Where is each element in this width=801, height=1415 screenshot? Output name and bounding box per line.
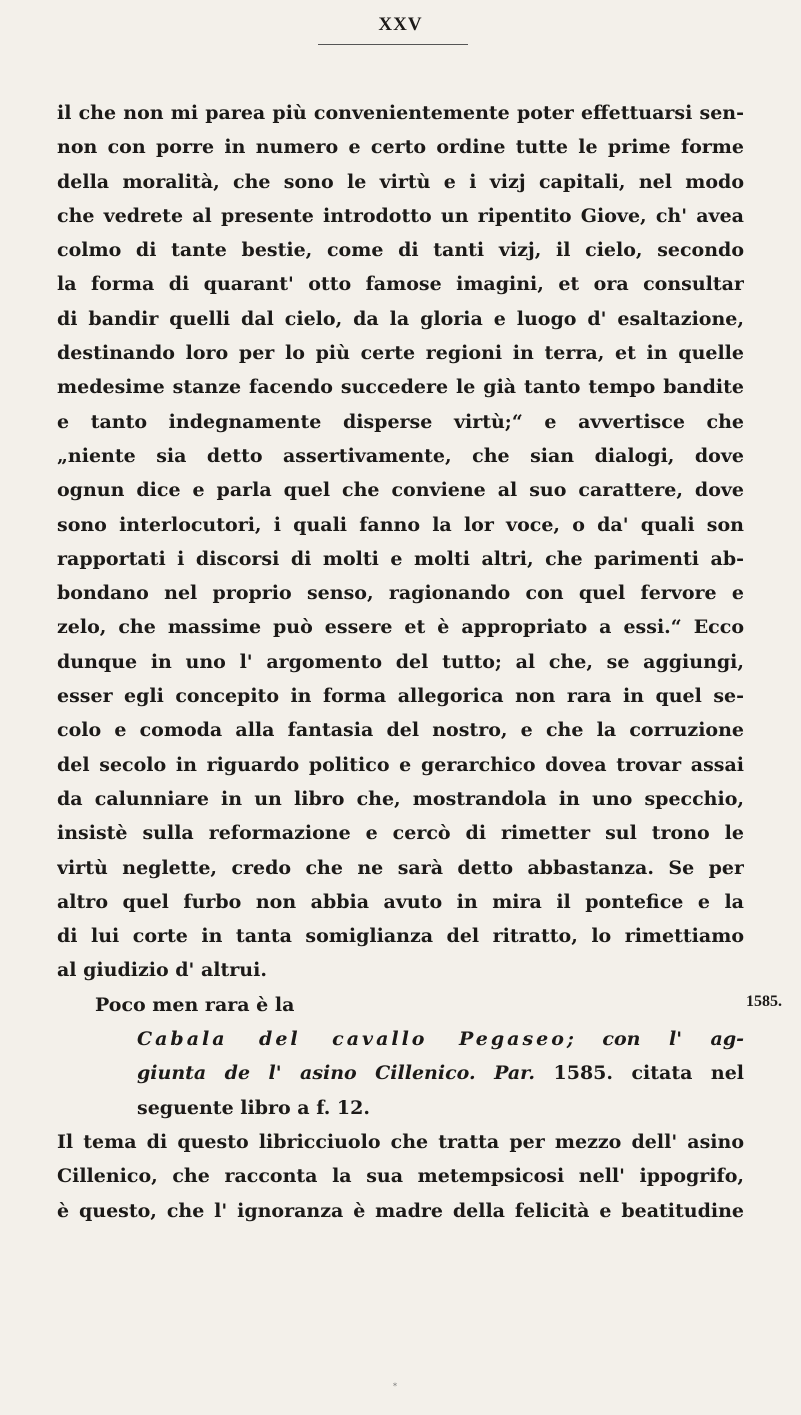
text-line: insistè sulla reformazione e cercò di rimetter sul trono le [57, 822, 744, 845]
text-line: Il tema di questo libricciuolo che tratta per mezzo dell' asino [57, 1130, 744, 1153]
text-line: zelo, che massime può essere et è appropriato a essi.“ Ecco [57, 616, 744, 639]
text-line: non con porre in numero e certo ordine tutte le prime forme [57, 136, 744, 159]
page-header: XXV [378, 14, 423, 35]
transition-line: Poco men rara è la [95, 993, 295, 1016]
entry-line-2 [57, 1056, 744, 1090]
text-line: sono interlocutori, i quali fanno la lor voce, o da' quali son [57, 513, 744, 536]
text-line: dunque in uno l' argomento del tutto; al che, se aggiungi, [57, 650, 744, 673]
text-line: rapportati i discorsi di molti e molti altri, che parimenti ab- [57, 547, 744, 570]
text-line: al giudizio d' altrui. [57, 959, 267, 982]
text-line: di bandir quelli dal cielo, da la gloria e luogo d' esaltazione, [57, 307, 744, 330]
entry-citation: 1585. citata nel [553, 1062, 744, 1085]
text-line: medesime stanze facendo succedere le già tanto tempo bandite [57, 376, 744, 399]
text-line: del secolo in riguardo politico e gerarchico dovea trovar assai [57, 753, 744, 776]
text-line: della moralità, che sono le virtù e i vizj capitali, nel modo [57, 170, 744, 193]
text-line: altro quel furbo non abbia avuto in mira il pontefice e la [57, 890, 744, 913]
text-line: „niente sia detto assertivamente, che sian dialogi, dove [57, 444, 744, 467]
text-line: bondano nel proprio senso, ragionando con quel fervore e [57, 582, 744, 605]
entry-title-line [57, 1022, 744, 1056]
entry-title: Cabala del cavallo Pegaseo [137, 1028, 567, 1051]
entry-line-3: seguente libro a f. 12. [137, 1096, 370, 1119]
text-line: virtù neglette, credo che ne sarà detto abbastanza. Se per [57, 856, 744, 879]
text-line: e tanto indegnamente disperse virtù;“ e avvertisce che [57, 410, 744, 433]
text-line: da calunniare in un libro che, mostrandola in uno specchio, [57, 787, 744, 810]
text-line: destinando loro per lo più certe regioni in terra, et in quelle [57, 342, 744, 365]
text-line: è questo, che l' ignoranza è madre della felicità e beatitudine [57, 1199, 744, 1222]
entry-place: Par. [494, 1062, 536, 1085]
text-line: il che non mi parea più convenientemente poter effettuarsi sen- [57, 102, 744, 124]
text-line: di lui corte in tanta somiglianza del ritratto, lo rimettiamo [57, 925, 744, 948]
entry-title-rest: ; con l' ag- [566, 1028, 744, 1051]
entry-subtitle: giunta de l' asino Cillenico. [137, 1062, 476, 1085]
header-rule [318, 44, 468, 45]
body-text [57, 96, 744, 1228]
margin-year: 1585. [746, 993, 782, 1010]
text-line: colo e comoda alla fantasia del nostro, e che la corruzione [57, 719, 744, 742]
text-line: ognun dice e parla quel che conviene al suo carattere, dove [57, 479, 744, 502]
text-line: esser egli concepito in forma allegorica non rara in quel se- [57, 685, 744, 708]
text-line: che vedrete al presente introdotto un ripentito Giove, ch' avea [57, 204, 744, 227]
text-line: la forma di quarant' otto famose imagini, et ora consultar [57, 273, 744, 296]
text-line: Cillenico, che racconta la sua metempsicosi nell' ippogrifo, [57, 1165, 744, 1188]
foot-mark: * [393, 1382, 397, 1391]
text-line: colmo di tante bestie, come di tanti vizj, il cielo, secondo [57, 239, 744, 262]
